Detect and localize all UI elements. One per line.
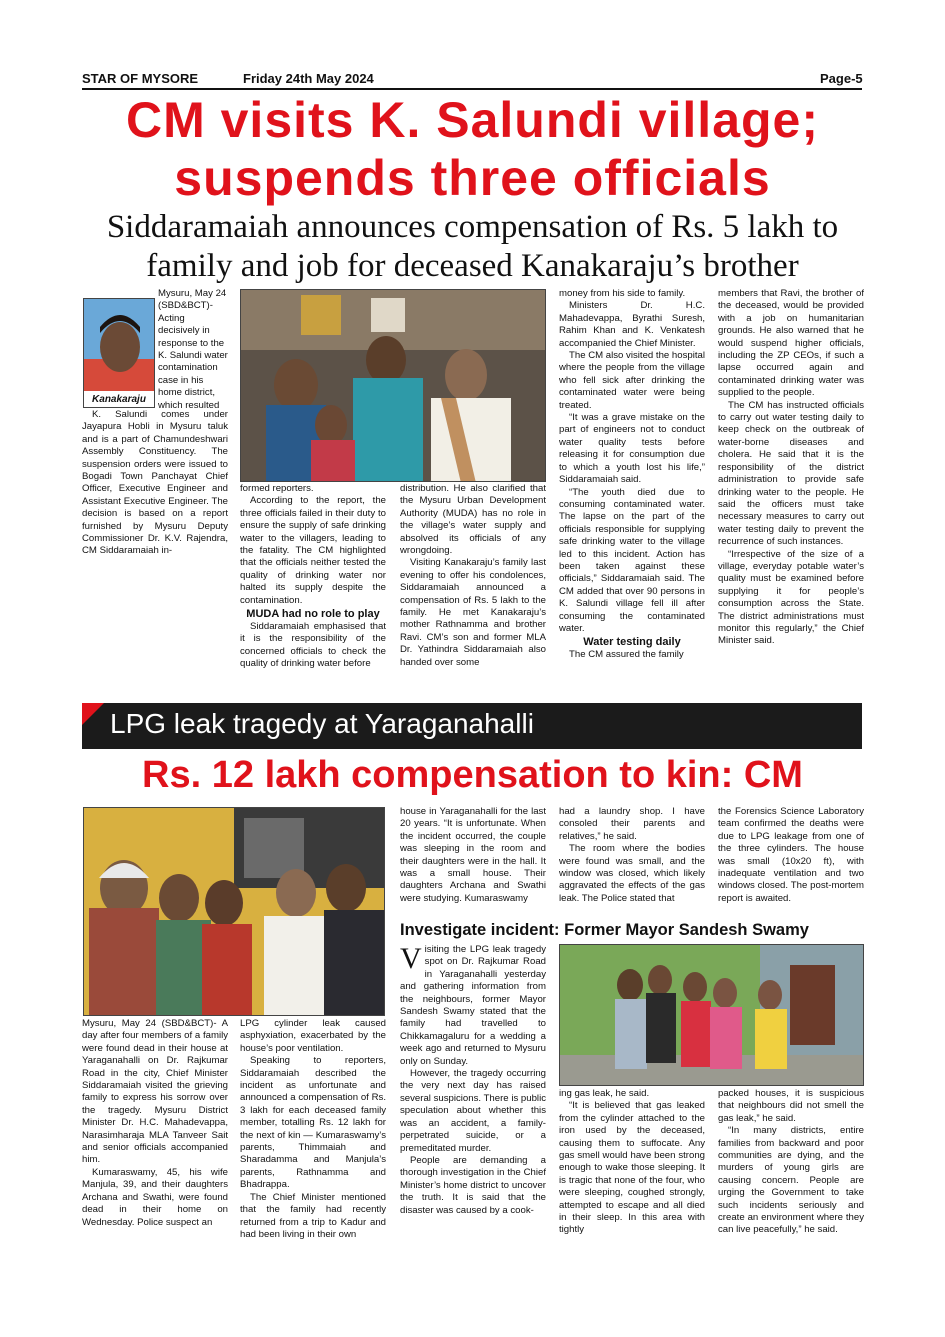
story2-col4-para-2: The room where the bodies were found was small, and the window was closed, which likely aggravated the effects of the gas leak. The Police stated that (559, 843, 705, 904)
story2-col1 (82, 1018, 228, 1264)
story3-col3 (718, 1088, 864, 1264)
story1-col4-para-1: money from his side to family. (559, 288, 686, 299)
story3-photo-former-mayor (559, 944, 864, 1086)
story1-col4-para-2: Ministers Dr. H.C. Mahadevappa, Byrathi Suresh, Rahim Khan and K. Venkatesh accompanied the Chief Minister. (559, 300, 705, 349)
story1-col1-wrap (158, 288, 228, 410)
story1-headline-line1: CM visits K. Salundi village; (125, 92, 820, 148)
story1-subhead-line2: family and job for deceased Kanakaraju’s brother (146, 248, 799, 284)
story1-col3 (400, 483, 546, 693)
story1-col4 (559, 288, 705, 693)
story3-col2-para-2: “It is believed that gas leaked from the cylinder attached to the iron used by the deceased, causing them to suffocate. Any gas smell would have been strong enough to wake those sleeping. It is tragic that none of the four, who were sleeping, coughed strongly, attempted to escape and all died in their sleep. In this area with tightly (559, 1100, 705, 1236)
story1-col5-para-3: “Irrespective of the size of a village, everyday potable water’s quality must be examined before supplying it for people’s consumption across the State. The district administrations must monitor this regularly,” the Chief Minister said. (718, 548, 864, 647)
masthead-page: Page-5 (820, 71, 863, 86)
kanakaraju-portrait (83, 298, 155, 408)
story1-col4-para-4: “It was a grave mistake on the part of engineers not to conduct water quality tests before releasing it for consumption due to which a youth lost his life,” Siddaramaiah said. (559, 412, 705, 486)
story2-headline: Rs. 12 lakh compensation to kin: CM (142, 754, 803, 796)
story2-col2-para-2: Speaking to reporters, Siddaramaiah described the incident as unfortunate and announced a compensation of Rs. 3 lakh for each deceased family member, totalling Rs. 12 lakh for the next of kin — Kumaraswamy’s parents, Thimmaiah and Sharadamma and Manjula’s parents, Rathnamma and Bhadrappa. (240, 1055, 386, 1191)
story1-col1-para-1: Mysuru, May 24 (SBD&BCT)- Acting decisively in response to the K. Salundi water contamination case in his home district, which resulted (158, 288, 228, 410)
story2-col4 (559, 806, 705, 918)
story3-col2 (559, 1088, 705, 1264)
story1-photo-cm-visit (240, 289, 546, 482)
story2-col5-para-1: the Forensics Science Laboratory team confirmed the deaths were due to LPG leakage from one of the three cylinders. The house was small (10x20 ft), with inadequate ventilation and two windows closed. The post-mortem report is awaited. (718, 806, 864, 904)
masthead-date: Friday 24th May 2024 (243, 71, 374, 86)
story1-col2-subhead: MUDA had no role to play (246, 608, 380, 621)
story1-col2 (240, 483, 386, 693)
story2-col1-para-2: Kumaraswamy, 45, his wife Manjula, 39, and their daughters Archana and Swathi, were found dead in their home on Wednesday. Police suspect an (82, 1166, 228, 1228)
story2-col2 (240, 1018, 386, 1264)
story1-col2-para-1: formed reporters. (240, 483, 314, 494)
story2-col3 (400, 806, 546, 918)
story1-subhead-line1: Siddaramaiah announces compensation of Rs. 5 lakh to (106, 209, 839, 245)
story1-col2b-para-1: Siddaramaiah emphasised that it is the responsibility of the concerned officials to check the quality of drinking water before (240, 621, 386, 670)
story3-col1-first: isiting the LPG leak tragedy spot on Dr. Rajkumar Road in Yaraganahalli yesterday and gathering information from the neighbours, former Mayor Sandesh Swamy stated that the family had travelled to Chikkamagaluru for a wedding a week ago and returned to Mysuru only on Sunday. (400, 944, 546, 1067)
story3-col3-para-1: packed houses, it is suspicious that neighbours did not smell the gas leak,” he said. (718, 1088, 864, 1124)
banner-red-corner (82, 703, 104, 725)
masthead-paper: STAR OF MYSORE (82, 71, 199, 86)
story2-col4-para-1: had a laundry shop. I have consoled their parents and relatives,” he said. (559, 806, 705, 842)
story2-photo-cm-family (83, 807, 385, 1016)
story2-col2-para-3: The Chief Minister mentioned that the family had recently returned from a trip to Kadur and had been living in their own (240, 1191, 386, 1240)
story1-col4-para-3: The CM also visited the hospital where the people from the village who fell sick after drinking the contaminated water were being treated. (559, 350, 705, 411)
story2-banner (82, 703, 862, 749)
story3-headline: Investigate incident: Former Mayor Sandesh Swamy (400, 921, 809, 939)
story1-col4-subhead: Water testing daily (583, 636, 681, 649)
story1-col2-para-2: According to the report, the three officials failed in their duty to ensure the supply of safe drinking water to the villagers, leading to the fatality. The CM highlighted that the officials neither tested the quality of drinking water nor halted its supply despite the contamination. (240, 495, 386, 606)
story3-col2-para-1: ing gas leak, he said. (559, 1088, 650, 1099)
story2-col1-para-1: Mysuru, May 24 (SBD&BCT)- A day after four members of a family were found dead in their house at Yaraganahalli on Dr. Rajkumar Road in the city, Chief Minister Siddaramaiah visited the grieving family to express his sorrow over the tragedy. Mysuru District Minister Dr. H.C. Mahadevappa, Narasimharaja MLA Tanveer Sait and senior officials accompanied him. (82, 1018, 228, 1166)
story1-col5-para-2: The CM has instructed officials to carry out water testing daily to keep check on the outbreak of water-borne diseases and cholera. He said that it is the responsibility of the district administration to provide safe drinking water to the people. He said the officers must take necessary measures to carry out water testing daily to prevent the recurrence of such instances. (718, 399, 864, 548)
story1-col4-para-5: “The youth died due to consuming contaminated water. The lapse on the part of the officials responsible for supplying safe drinking water to the village led to this incident. Action has been taken against these officials,” Siddaramaiah said. The CM added that over 90 persons in K. Salundi village fell ill after consuming the contaminated water. (559, 486, 705, 634)
story2-banner-text: LPG leak tragedy at Yaraganahalli (110, 708, 534, 739)
portrait-caption: Kanakaraju (92, 394, 146, 405)
story1-col3-para-1: distribution. He also clarified that the Mysuru Urban Development Authority (MUDA) has no role in the village’s water supply and absolved its officials of any wrongdoing. (400, 483, 546, 557)
story1-col1-para-2: K. Salundi comes under Jayapura Hobli in Mysuru taluk and is a part of Chamundeshwari Assembly Constituency. The suspension orders were issued to Bogadi Town Panchayat Chief Officer, Executive Engineer and Assistant Executive Engineer. The decision is based on a report furnished by Mysuru Deputy Commissioner Dr. K.V. Rajendra, CM Siddaramaiah in- (82, 409, 228, 557)
story1-col3-para-2: Visiting Kanakaraju’s family last evening to offer his condolences, Siddaramaiah announced a compensation of Rs. 5 lakh to the family. He met Kanakaraju’s mother Rathnamma and brother Ravi. CM’s son and former MLA Dr. Yathindra Siddaramaiah also handed over some (400, 557, 546, 668)
story3-col1-para-3: People are demanding a thorough investigation in the Chief Minister’s home district to uncover the truth. It is said that the disaster was caused by a cook- (400, 1154, 546, 1216)
story2-col3-para-1: house in Yaraganahalli for the last 20 years. “It is unfortunate. When the incident occurred, the couple was sleeping in the room and their daughters were in the hall. It was a small house. Their daughters Archana and Swathi were studying. Kumaraswamy (400, 806, 546, 904)
story2-col2-para-1: LPG cylinder leak caused asphyxiation, exacerbated by the house’s poor ventilation. (240, 1018, 386, 1054)
story2-col5 (718, 806, 864, 918)
story1-col4b-para-1: The CM assured the family (569, 649, 684, 661)
story1-col1-lower (82, 409, 228, 691)
masthead-rule (82, 88, 862, 90)
story1-col5-para-1: members that Ravi, the brother of the deceased, would be provided with a job on humanitarian grounds. He also warned that he would suspend higher officials, including the ZP CEOs, if such a lapse occurred again and contaminated drinking water was supplied to the people. (718, 288, 864, 399)
story3-col3-para-2: “In many districts, entire families from backward and poor communities are dying, and the murders of young girls are causing concern. People are urging the Government to take such incidents seriously and create an environment where they can live peacefully,” he said. (718, 1125, 864, 1236)
story3-col1 (400, 944, 546, 1264)
story3-dropcap: V (400, 944, 422, 975)
story1-col5 (718, 288, 864, 693)
story3-col1-para-2: However, the tragedy occurring the very next day has raised several suspicions. There is public speculation about whether this was an accident, a family-perpetrated suicide, or a premeditated murder. (400, 1068, 546, 1154)
story1-headline-line2: suspends three officials (174, 150, 771, 206)
